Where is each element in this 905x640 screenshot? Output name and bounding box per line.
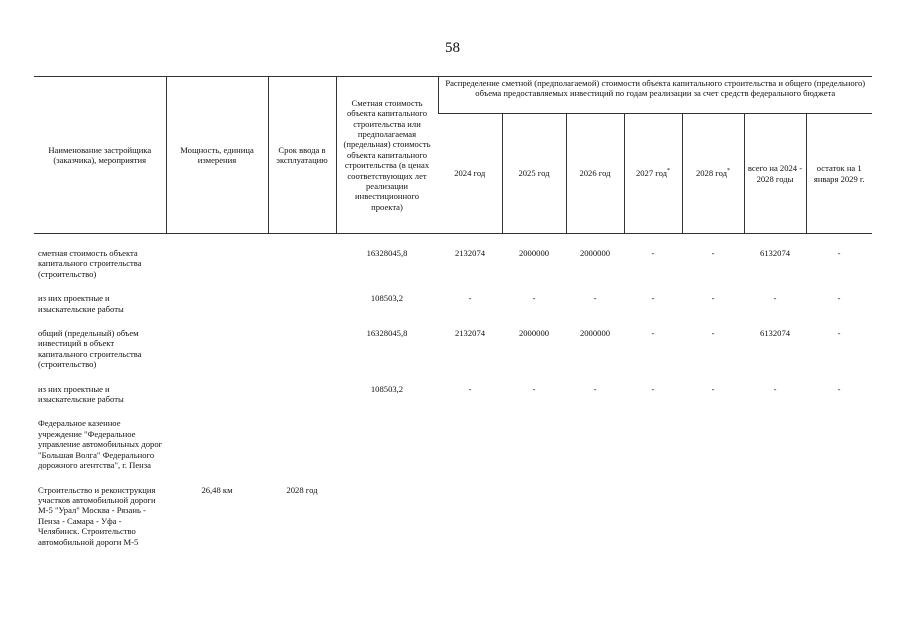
cell-2028: - xyxy=(711,328,715,339)
table-row xyxy=(34,234,872,294)
cell-name: Строительство и реконструкция участков автомобильной дороги М-5 "Урал" Москва - Рязань - Пенза - Самара - Уфа - Челябинск. Строительство автомобильной дороги М-5 xyxy=(38,484,156,547)
cell-name: общий (предельный) объем инвестиций в объект капитального строительства (строительство) xyxy=(38,328,142,370)
header-year-2026 xyxy=(566,114,624,234)
table-body xyxy=(34,234,872,561)
header-remainder: остаток на 1 января 2029 г. xyxy=(806,114,872,234)
cell-2024: 2132074 xyxy=(454,328,486,339)
cell-2026 xyxy=(566,485,624,561)
cell-total xyxy=(744,485,806,561)
cell-2024: 2132074 xyxy=(454,248,486,258)
cell-2026: - xyxy=(593,293,597,304)
cell-remainder: - xyxy=(837,248,841,258)
cell-2027: - xyxy=(651,328,655,339)
cell-name: Федеральное казенное учреждение "Федеральное управление автомобильных дорог "Большая Волга" Федерального дорожного агентства", г. Пенза xyxy=(38,418,163,471)
cell-name: из них проектные и изыскательские работы xyxy=(38,293,124,314)
cell-2026: - xyxy=(593,383,597,394)
year-mark: * xyxy=(727,168,731,175)
cell-2024: - xyxy=(468,383,472,394)
cell-2026: 2000000 xyxy=(579,248,611,258)
cell-cost: 108503,2 xyxy=(370,383,404,394)
year-label: 2027 год xyxy=(635,168,668,179)
year-mark: * xyxy=(667,168,671,175)
cell-total: 6132074 xyxy=(759,248,791,258)
cell-2026: 2000000 xyxy=(579,328,611,339)
header-capacity: Мощность, единица измерения xyxy=(166,77,268,234)
cell-capacity xyxy=(166,384,268,419)
table-row xyxy=(34,384,872,419)
cell-remainder xyxy=(806,485,872,561)
cell-capacity: 26,48 км xyxy=(201,484,233,495)
cell-term xyxy=(268,418,336,484)
header-term: Срок ввода в эксплуатацию xyxy=(268,77,336,234)
cell-cost: 108503,2 xyxy=(370,293,404,304)
cell-2027 xyxy=(624,485,682,561)
cell-remainder: - xyxy=(837,328,841,339)
header-cost: Сметная стоимость объекта капитального строительства или предполагаемая (предельная) стоимость объекта капитального строительства (в ценах соответствующих лет реализации инвестиционного проекта) xyxy=(336,77,438,234)
cell-name: из них проектные и изыскательские работы xyxy=(38,383,124,405)
header-name: Наименование застройщика (заказчика), мероприятия xyxy=(34,77,166,234)
header-year-2025 xyxy=(502,114,566,234)
cell-remainder: - xyxy=(837,293,841,304)
page-number: 58 xyxy=(445,40,460,56)
cell-2024 xyxy=(438,418,502,484)
cell-cost: 16328045,8 xyxy=(366,248,408,258)
cell-cost: 16328045,8 xyxy=(366,328,408,339)
investment-table xyxy=(34,76,872,561)
cell-2025: 2000000 xyxy=(518,328,550,339)
cell-total: - xyxy=(773,293,777,304)
cell-2027: - xyxy=(651,248,655,258)
cell-2027: - xyxy=(651,383,655,394)
cell-2024: - xyxy=(468,293,472,304)
table-row xyxy=(34,293,872,328)
cell-2026 xyxy=(566,418,624,484)
cell-term xyxy=(268,293,336,328)
cell-total xyxy=(744,418,806,484)
cell-cost xyxy=(336,418,438,484)
cell-2028: - xyxy=(711,383,715,394)
cell-2027: - xyxy=(651,293,655,304)
cell-name: сметная стоимость объекта капитального строительства (строительство) xyxy=(38,248,142,279)
table-header xyxy=(34,77,872,234)
cell-cost xyxy=(336,485,438,561)
cell-2025: - xyxy=(532,293,536,304)
cell-2025: 2000000 xyxy=(518,248,550,258)
header-year-2024 xyxy=(438,114,502,234)
header-distribution: Распределение сметной (предполагаемой) стоимости объекта капитального строительства и общего (предельного) объема предоставляемых инвестиций по годам реализации за счет средств федерального бюджета xyxy=(438,77,872,114)
cell-2028: - xyxy=(711,248,715,258)
cell-remainder xyxy=(806,418,872,484)
cell-2024 xyxy=(438,485,502,561)
cell-capacity xyxy=(166,328,268,384)
table-row xyxy=(34,418,872,484)
cell-remainder: - xyxy=(837,383,841,394)
table-row xyxy=(34,328,872,384)
header-total: всего на 2024 - 2028 годы xyxy=(744,114,806,234)
cell-capacity xyxy=(166,293,268,328)
cell-2028 xyxy=(682,485,744,561)
table-row xyxy=(34,485,872,561)
cell-total: 6132074 xyxy=(759,328,791,339)
cell-2025 xyxy=(502,418,566,484)
header-year-2028 xyxy=(682,114,744,234)
cell-capacity xyxy=(166,234,268,294)
year-label: 2026 год xyxy=(579,168,611,179)
cell-2027 xyxy=(624,418,682,484)
cell-2028 xyxy=(682,418,744,484)
year-label: 2028 год xyxy=(695,168,728,179)
cell-total: - xyxy=(773,383,777,394)
cell-2028: - xyxy=(711,293,715,304)
cell-term xyxy=(268,384,336,419)
year-label: 2025 год xyxy=(518,168,550,179)
cell-2025 xyxy=(502,485,566,561)
cell-term xyxy=(268,234,336,294)
cell-term: 2028 год xyxy=(286,484,318,495)
cell-2025: - xyxy=(532,383,536,394)
cell-capacity xyxy=(166,418,268,484)
header-year-2027 xyxy=(624,114,682,234)
cell-term xyxy=(268,328,336,384)
year-label: 2024 год xyxy=(454,168,486,179)
